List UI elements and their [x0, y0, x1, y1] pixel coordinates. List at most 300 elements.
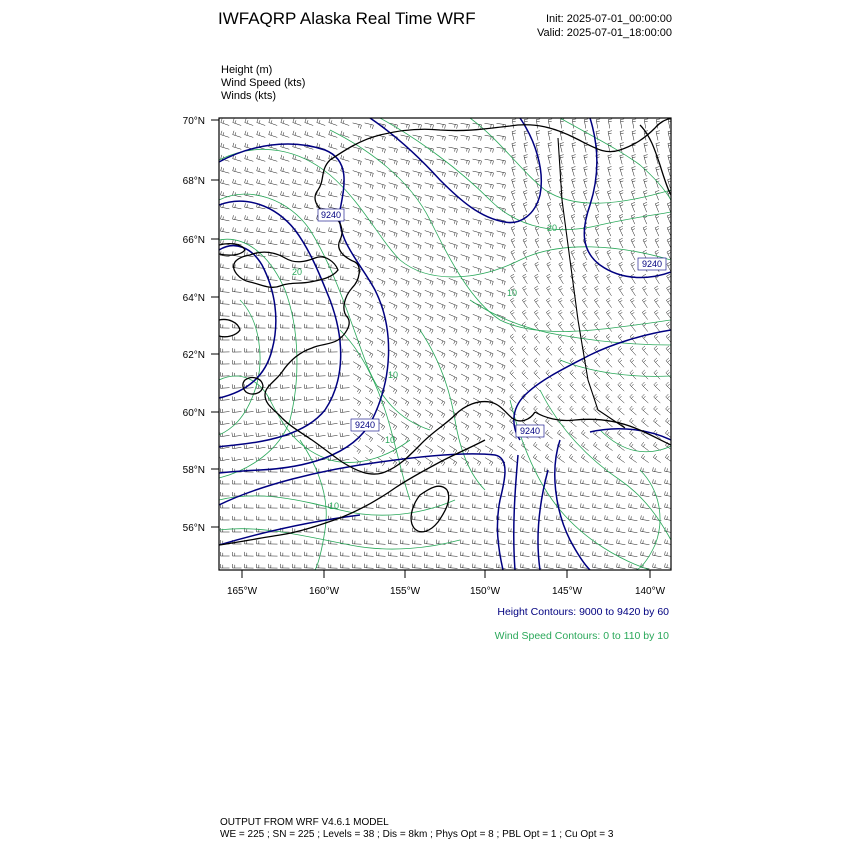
wind-barb	[329, 492, 338, 496]
wind-barb	[569, 527, 578, 532]
wind-barb	[365, 350, 373, 358]
wind-barb	[473, 458, 481, 466]
wind-barb	[607, 202, 611, 212]
wind-barb	[655, 286, 660, 296]
contour-label	[318, 209, 344, 221]
wind-barb	[545, 515, 554, 520]
wind-barb	[593, 563, 602, 568]
wind-barb	[437, 147, 446, 153]
wind-barb	[449, 171, 458, 177]
wind-barb	[581, 551, 590, 556]
wind-barb	[461, 147, 470, 153]
wind-barb	[389, 302, 397, 309]
wind-barb	[570, 382, 576, 391]
wind-barb	[461, 362, 469, 369]
wind-barb	[511, 274, 516, 284]
wind-barb	[619, 238, 623, 248]
wind-barb	[606, 406, 613, 415]
wind-barb	[546, 418, 553, 427]
wind-barb	[512, 143, 516, 153]
height-contours	[219, 118, 671, 570]
wind-barb	[654, 418, 661, 427]
wind-barb	[593, 442, 600, 451]
wind-barb	[329, 227, 338, 233]
wind-barb	[569, 442, 576, 451]
wind-barb	[340, 372, 349, 376]
wind-barb	[365, 445, 372, 454]
footer-model-line: OUTPUT FROM WRF V4.6.1 MODEL	[220, 817, 389, 828]
wind-barb	[221, 300, 230, 305]
wind-barb	[582, 382, 588, 391]
wind-barb	[473, 564, 482, 569]
wind-barb	[365, 230, 373, 237]
wind-barb	[461, 326, 469, 333]
wind-barb	[281, 155, 290, 161]
wind-barb	[221, 276, 230, 281]
wind-barb	[233, 504, 242, 508]
wind-barb	[257, 516, 266, 520]
wind-barb	[497, 410, 505, 418]
wind-barb	[473, 171, 482, 177]
wind-barb	[535, 274, 540, 284]
wind-barb	[329, 336, 338, 340]
wind-barb	[377, 195, 386, 202]
wind-barb	[316, 421, 326, 425]
wind-barb	[643, 274, 648, 284]
wind-barb	[605, 563, 614, 568]
wind-barb	[485, 540, 494, 545]
wind-barb	[329, 564, 338, 568]
wind-barb	[631, 274, 636, 284]
wind-barb	[389, 492, 398, 497]
wind-barb	[617, 491, 626, 496]
wind-barb	[461, 410, 469, 418]
wind-barb	[617, 527, 626, 532]
wind-barb	[473, 528, 482, 533]
wind-barb	[510, 358, 516, 367]
wind-barb	[547, 262, 551, 272]
wind-barb	[245, 215, 254, 221]
wind-contour	[540, 390, 671, 540]
wind-barb	[293, 312, 302, 316]
wind-barb	[653, 479, 662, 484]
wind-barb	[641, 454, 648, 463]
wind-barb	[461, 350, 469, 357]
wind-barb	[595, 286, 600, 296]
wind-barb	[257, 564, 266, 568]
wind-barb	[618, 310, 623, 320]
wind-barb	[245, 155, 254, 161]
wind-barb	[316, 396, 325, 400]
wind-barb	[401, 135, 410, 141]
wind-barb	[304, 384, 313, 388]
wind-barb	[245, 288, 254, 293]
wind-barb	[353, 290, 361, 297]
alaska-canada-border	[558, 138, 625, 428]
wind-barb	[607, 238, 611, 248]
wind-barb	[305, 264, 314, 269]
wind-barb	[341, 480, 350, 484]
wind-barb	[437, 171, 446, 177]
wind-barb	[401, 446, 408, 454]
wind-barb	[522, 298, 527, 308]
wind-barb	[572, 155, 576, 165]
wind-barb	[521, 540, 530, 545]
wind-barb	[317, 288, 326, 293]
wind-barb	[437, 290, 445, 297]
svg-text:9240: 9240	[641, 259, 663, 269]
wind-barb	[558, 346, 564, 355]
wind-barb	[632, 167, 636, 177]
wind-barb	[608, 167, 612, 177]
wind-barb	[328, 372, 337, 376]
wind-barb	[461, 279, 469, 286]
wind-barb	[559, 262, 563, 272]
wind-barb	[607, 190, 611, 200]
wind-barb	[461, 528, 470, 533]
wind-barb	[548, 167, 552, 177]
wind-barb	[377, 516, 386, 521]
wind-barb	[569, 515, 578, 520]
wind-barb	[413, 171, 422, 177]
wind-barb	[233, 203, 242, 209]
wind-barb	[546, 358, 552, 367]
contour-label	[351, 419, 379, 431]
wind-barb	[269, 300, 278, 305]
wind-barb	[269, 516, 278, 520]
wind-barb	[280, 445, 289, 449]
wind-barb	[341, 288, 350, 293]
wind-barb	[256, 384, 265, 388]
wind-barb	[583, 190, 587, 200]
wind-barb	[256, 445, 265, 449]
wind-barb	[245, 336, 254, 340]
wind-barb	[594, 358, 600, 367]
wind-barb	[655, 190, 659, 200]
wind-barb	[244, 457, 253, 461]
wind-barb	[473, 195, 482, 201]
wind-barb	[485, 386, 493, 394]
wind-barb	[557, 551, 566, 556]
wind-barb	[425, 564, 434, 569]
wind-barb	[559, 274, 564, 284]
wind-barb	[329, 480, 338, 484]
wind-barb	[449, 302, 457, 309]
wind-barb	[641, 515, 650, 520]
wind-barb	[257, 324, 266, 328]
wind-barb	[437, 338, 445, 345]
wind-barb	[317, 119, 325, 126]
wind-barb	[642, 298, 647, 308]
wind-barb	[630, 346, 636, 355]
wind-barb	[473, 326, 481, 333]
wind-barb	[401, 195, 410, 201]
wind-barb	[365, 564, 374, 569]
wind-barb	[617, 503, 626, 508]
wind-barb	[617, 539, 626, 544]
wind-barb	[353, 410, 361, 418]
wind-barb	[629, 430, 636, 439]
wind-barb	[305, 480, 314, 484]
wind-barb	[305, 300, 314, 305]
wind-barb	[485, 135, 494, 140]
wind-barb	[642, 418, 649, 427]
wind-barb	[293, 504, 302, 508]
wind-barb	[341, 155, 350, 161]
wind-barb	[365, 528, 374, 533]
wind-barb	[546, 382, 552, 391]
wind-contour	[219, 194, 430, 430]
wind-barb	[473, 374, 481, 382]
wind-barb	[584, 119, 588, 128]
valid-time: Valid: 2025-07-01_18:00:00	[537, 27, 672, 39]
wind-barb	[425, 410, 433, 418]
wind-barb	[268, 433, 278, 437]
wind-barb	[257, 348, 266, 352]
wind-barb	[365, 338, 373, 346]
wind-barb	[642, 406, 649, 415]
wind-barb	[377, 552, 386, 557]
wind-barb	[644, 119, 648, 128]
wind-barb	[473, 504, 482, 509]
wind-barb	[605, 539, 614, 544]
wind-barb	[595, 202, 599, 212]
wind-barb	[329, 288, 338, 293]
wind-barb	[512, 119, 516, 128]
wind-barb	[593, 515, 602, 520]
wind-contour	[470, 118, 671, 203]
wind-barb	[329, 251, 338, 256]
wind-barb	[220, 433, 230, 437]
wind-barb	[535, 262, 539, 272]
lat-label: 58°N	[182, 465, 205, 476]
wind-barb	[256, 409, 265, 413]
wind-barb	[497, 338, 505, 345]
wind-barb	[377, 183, 386, 189]
wind-barb	[572, 143, 576, 153]
wind-barb	[293, 336, 302, 340]
wind-barb	[257, 215, 266, 221]
wind-barb	[269, 239, 278, 244]
wind-barb	[305, 312, 314, 316]
wind-barb	[233, 336, 242, 340]
wind-barb	[485, 243, 494, 249]
svg-text:20: 20	[546, 223, 558, 233]
wind-barb	[473, 552, 482, 557]
wind-barb	[413, 123, 422, 129]
wind-barb	[292, 396, 301, 400]
wind-barb	[497, 135, 506, 140]
map-title: IWFAQRP Alaska Real Time WRF	[218, 9, 476, 28]
wind-barb	[569, 467, 578, 472]
wind-barb	[449, 434, 457, 442]
wind-barb	[389, 504, 398, 509]
wind-barb	[269, 227, 278, 233]
wind-barb	[257, 179, 266, 185]
wind-barb	[437, 564, 446, 569]
wind-barb	[268, 372, 277, 376]
wind-barb	[605, 454, 612, 463]
wind-barb	[305, 552, 314, 556]
wind-barb	[497, 398, 505, 406]
wind-barb	[245, 552, 254, 556]
wind-barb	[558, 358, 564, 367]
wind-barb	[232, 396, 241, 400]
wind-barb	[582, 298, 587, 308]
wind-barb	[317, 264, 326, 269]
wind-barb	[401, 410, 409, 418]
wind-barb	[353, 564, 362, 568]
wind-barb	[244, 421, 254, 425]
wind-barb	[437, 195, 446, 201]
wind-barb	[642, 310, 647, 320]
wind-barb	[509, 442, 516, 451]
wind-barb	[618, 298, 623, 308]
wind-barb	[233, 227, 242, 233]
wind-barb	[536, 131, 540, 141]
wind-barb	[654, 382, 660, 391]
wind-barb	[632, 178, 636, 188]
wind-barb	[605, 430, 612, 439]
wind-barb	[401, 278, 409, 285]
wind-barb	[353, 123, 362, 129]
wind-barb	[473, 410, 481, 418]
lon-label: 165°W	[226, 586, 258, 597]
wind-barb	[425, 398, 433, 406]
contour-label	[547, 223, 557, 233]
wind-barb	[425, 255, 433, 262]
wind-barb	[365, 242, 373, 249]
wind-barb	[425, 243, 434, 250]
wind-barb	[485, 219, 494, 225]
height-contour	[514, 330, 671, 440]
wind-barb	[656, 143, 660, 153]
wind-barb	[630, 370, 636, 379]
wind-barb	[293, 480, 302, 484]
wind-barb	[293, 564, 302, 568]
wind-barb	[596, 119, 600, 128]
wind-barb	[547, 250, 551, 260]
wind-barb	[377, 480, 386, 485]
wind-barb	[619, 214, 623, 224]
wind-barb	[569, 563, 578, 568]
wind-barb	[619, 286, 624, 296]
wind-barb	[292, 457, 302, 461]
height-contour	[219, 454, 505, 570]
wind-barb	[510, 334, 516, 344]
wind-barb	[316, 360, 325, 364]
wind-barb	[401, 243, 409, 250]
wind-barb	[365, 398, 373, 406]
wind-barb	[629, 551, 638, 556]
init-time: Init: 2025-07-01_00:00:00	[546, 13, 672, 25]
wind-barb	[269, 504, 278, 508]
wind-barb	[365, 552, 374, 557]
wind-barb	[559, 238, 563, 248]
wind-barb	[377, 254, 385, 261]
wind-barb	[632, 119, 636, 128]
wind-barb	[245, 203, 254, 209]
wind-barb	[524, 155, 528, 165]
wind-barb	[535, 238, 539, 248]
wind-barb	[268, 360, 277, 364]
wind-barb	[641, 527, 650, 532]
wind-barb	[413, 219, 422, 226]
wind-barb	[425, 314, 433, 321]
wind-barb	[281, 239, 290, 244]
wind-barb	[547, 274, 552, 284]
wind-barb	[401, 338, 409, 346]
wind-barb	[497, 147, 506, 152]
wind-barb	[353, 540, 362, 544]
wind-barb	[665, 539, 674, 545]
height-contour	[370, 118, 541, 223]
wind-barb	[305, 516, 314, 520]
wind-barb	[353, 171, 362, 178]
wind-barb	[413, 302, 421, 309]
wind-barb	[340, 457, 350, 461]
wind-barb	[244, 445, 253, 449]
wind-barb	[461, 422, 469, 430]
wind-contour	[219, 300, 260, 435]
wind-barb	[328, 445, 337, 449]
wind-barb	[606, 298, 611, 308]
wind-barb	[305, 131, 314, 138]
wind-barb	[593, 503, 602, 508]
wind-barb	[473, 434, 481, 442]
wind-barb	[353, 242, 361, 249]
wind-barb	[353, 218, 361, 225]
wind-barb	[655, 214, 659, 224]
wind-barb	[595, 226, 599, 236]
svg-text:10: 10	[506, 288, 518, 298]
wind-barb	[232, 384, 241, 388]
wind-barb	[595, 214, 599, 224]
wind-barb	[245, 179, 254, 185]
wind-barb	[545, 442, 552, 451]
wind-barb	[473, 159, 482, 165]
wind-barb	[497, 159, 506, 165]
wind-contour-legend: Wind Speed Contours: 0 to 110 by 10	[494, 630, 669, 642]
wind-barb	[522, 382, 528, 391]
wind-barb	[305, 540, 314, 544]
wind-barb	[281, 564, 290, 568]
wind-barb	[629, 563, 638, 568]
wind-barb	[617, 479, 626, 484]
wind-barb	[413, 243, 421, 250]
wind-barb	[256, 421, 266, 425]
wind-barb	[605, 491, 614, 496]
wind-barb	[269, 191, 278, 197]
wind-barb	[413, 278, 421, 285]
wind-barb	[584, 167, 588, 177]
wind-barb	[329, 552, 338, 556]
wind-barb	[340, 421, 350, 425]
wind-barb	[644, 143, 648, 153]
wind-barb	[570, 346, 576, 355]
wind-barb	[437, 314, 445, 321]
wind-barb	[595, 274, 600, 284]
wind-barb	[353, 480, 362, 484]
wind-barb	[305, 155, 314, 161]
wind-barb	[292, 409, 301, 413]
wind-barb	[619, 250, 623, 260]
wind-barb	[365, 434, 372, 442]
wind-barb	[365, 410, 373, 418]
wind-barb	[233, 215, 242, 221]
wind-barb	[449, 504, 458, 509]
wind-barb	[546, 334, 552, 344]
